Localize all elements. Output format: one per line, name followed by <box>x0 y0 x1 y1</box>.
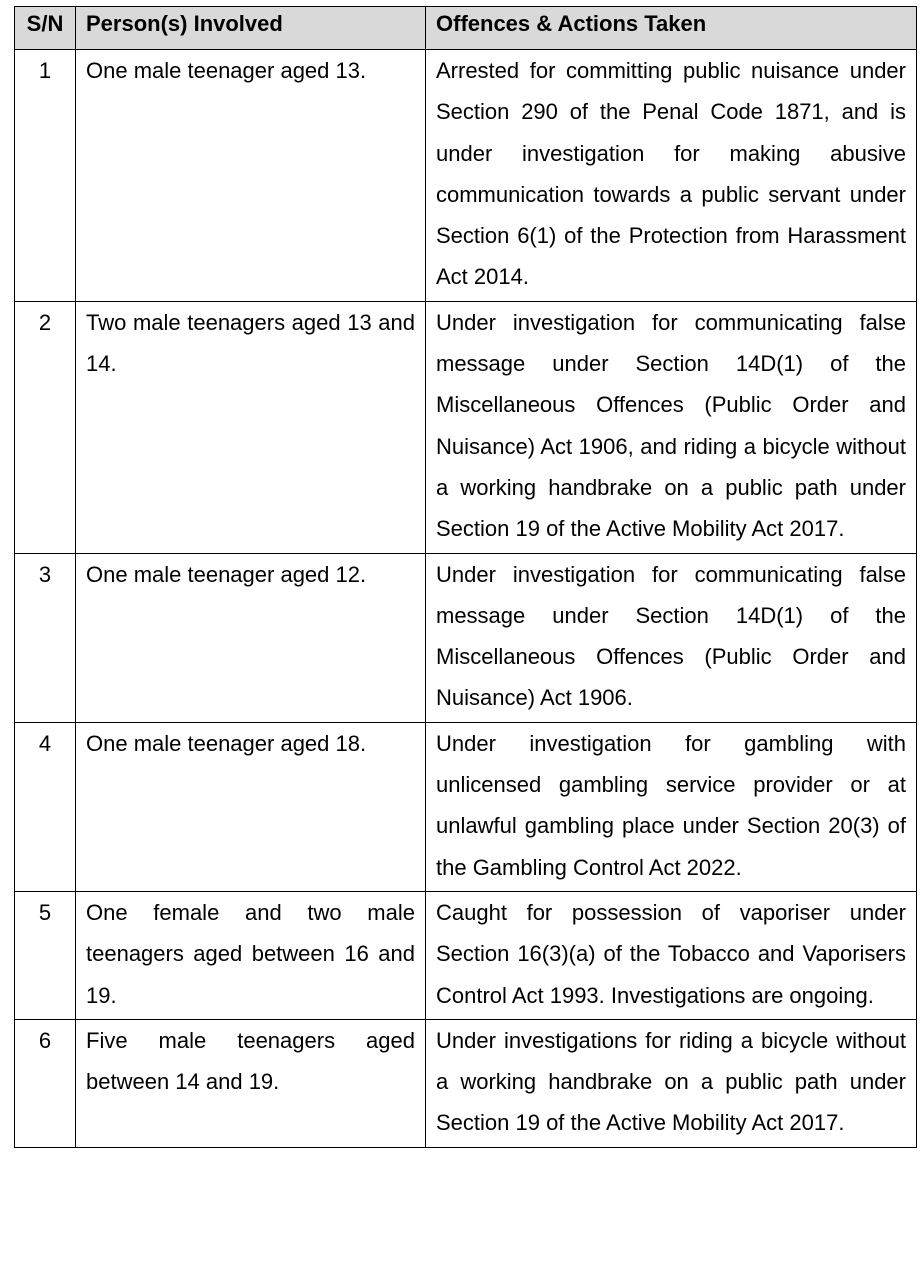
header-row <box>15 7 917 50</box>
cell-sn: 5 <box>15 891 76 1019</box>
cell-offences: Under investigations for riding a bicycle without a working handbrake on a public path under Section 19 of the Active Mobility Act 2017. <box>426 1019 917 1147</box>
table-row <box>15 301 917 553</box>
cell-offences: Arrested for committing public nuisance under Section 290 of the Penal Code 1871, and is under investigation for making abusive communication towards a public servant under Section 6(1) of the Protection from Harassment Act 2014. <box>426 50 917 302</box>
cell-sn: 4 <box>15 722 76 891</box>
table-row <box>15 891 917 1019</box>
cell-sn: 1 <box>15 50 76 302</box>
table-row <box>15 1019 917 1147</box>
table-row <box>15 722 917 891</box>
cell-persons: One male teenager aged 12. <box>76 553 426 722</box>
header-offences: Offences & Actions Taken <box>426 7 917 50</box>
header-sn: S/N <box>15 7 76 50</box>
table-row <box>15 50 917 302</box>
table-row <box>15 553 917 722</box>
cell-persons: Two male teenagers aged 13 and 14. <box>76 301 426 553</box>
cell-persons: Five male teenagers aged between 14 and 19. <box>76 1019 426 1147</box>
cell-sn: 6 <box>15 1019 76 1147</box>
cell-persons: One female and two male teenagers aged between 16 and 19. <box>76 891 426 1019</box>
cell-persons: One male teenager aged 18. <box>76 722 426 891</box>
cell-sn: 3 <box>15 553 76 722</box>
header-persons: Person(s) Involved <box>76 7 426 50</box>
cell-offences: Under investigation for communicating false message under Section 14D(1) of the Miscellaneous Offences (Public Order and Nuisance) Act 1906. <box>426 553 917 722</box>
table-header <box>15 7 917 50</box>
offences-table <box>14 6 917 1148</box>
cell-sn: 2 <box>15 301 76 553</box>
cell-offences: Caught for possession of vaporiser under Section 16(3)(a) of the Tobacco and Vaporisers Control Act 1993. Investigations are ongoing. <box>426 891 917 1019</box>
cell-offences: Under investigation for gambling with unlicensed gambling service provider or at unlawful gambling place under Section 20(3) of the Gambling Control Act 2022. <box>426 722 917 891</box>
table-body <box>15 50 917 1148</box>
cell-offences: Under investigation for communicating false message under Section 14D(1) of the Miscellaneous Offences (Public Order and Nuisance) Act 1906, and riding a bicycle without a working handbrake on a public path under Section 19 of the Active Mobility Act 2017. <box>426 301 917 553</box>
cell-persons: One male teenager aged 13. <box>76 50 426 302</box>
